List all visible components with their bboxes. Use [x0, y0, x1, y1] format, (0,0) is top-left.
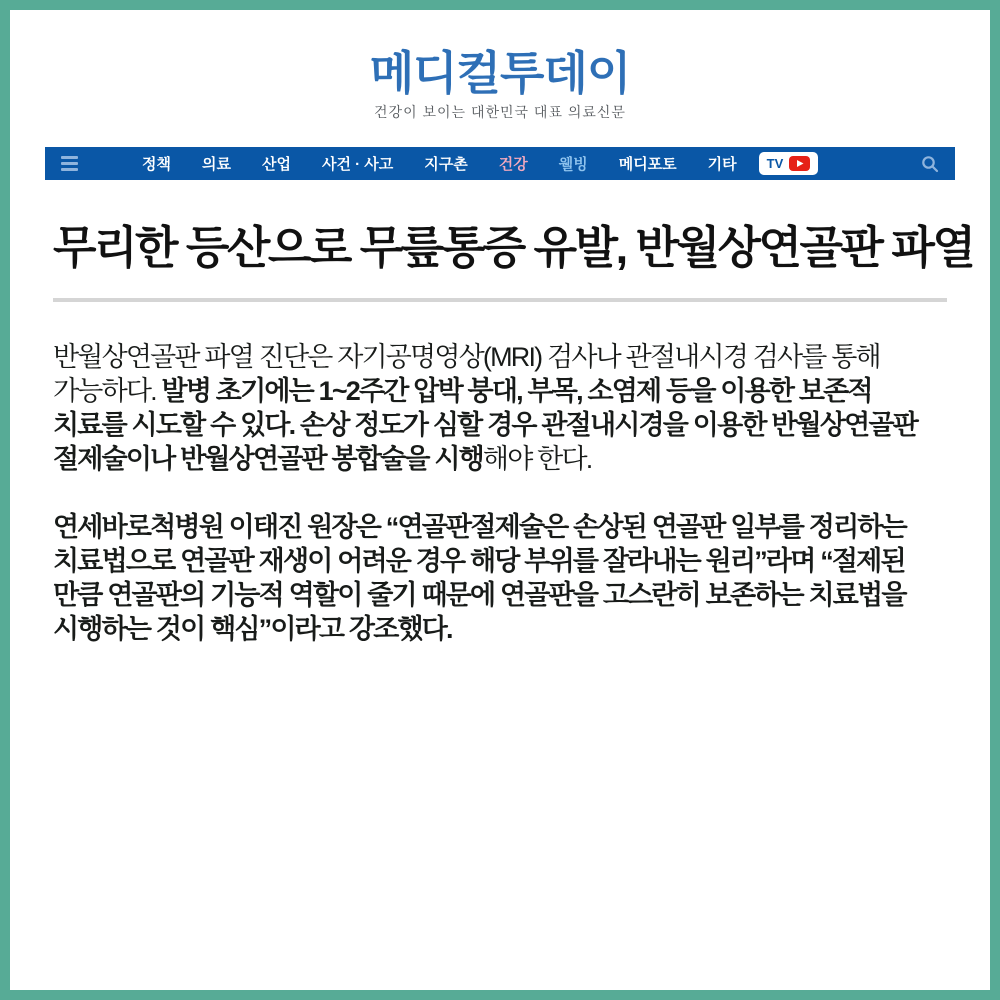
nav-item-wellbeing[interactable]: 웰빙 [558, 156, 588, 173]
youtube-icon [789, 156, 810, 171]
site-logo[interactable]: 메디컬투데이 [369, 47, 631, 99]
masthead [10, 10, 990, 122]
tv-label: TV [766, 156, 784, 171]
article-paragraph-1 [53, 340, 947, 476]
tv-button[interactable] [759, 152, 819, 175]
nav-item-policy[interactable]: 정책 [142, 156, 171, 173]
nav-item-medical[interactable]: 의료 [201, 156, 231, 173]
nav-items [142, 153, 737, 174]
article-paragraph-2 [53, 510, 947, 646]
nav-item-etc[interactable]: 기타 [707, 156, 737, 173]
paragraph-segment: 연세바로척병원 이태진 원장은 “연골판절제술은 손상된 연골판 일부를 정리하는 치료법으로 연골판 재생이 어려운 경우 해당 부위를 잘라내는 원리”라며 “절제된 만큼 연골판의 기능적 역할이 줄기 때문에 연골판을 고스란히 보존하는 치료법을 시행하는 것이 핵심”이라고 강조했다. [53, 511, 906, 644]
article [50, 222, 974, 646]
article-headline: 무리한 등산으로 무릎통증 유발, 반월상연골판 파열 [53, 222, 974, 273]
search-icon[interactable] [921, 155, 939, 173]
paragraph-segment: 해야 한다. [482, 443, 592, 474]
nav-item-incident[interactable]: 사건 · 사고 [321, 156, 394, 173]
main-nav [45, 147, 955, 180]
paragraph-segment: 반월상연골판 파열 진단은 자기공명영상(MRI) 검사나 관절내시경 검사를 통해 가능하다. [53, 341, 880, 406]
nav-item-health[interactable]: 건강 [498, 156, 528, 173]
nav-item-industry[interactable]: 산업 [261, 156, 291, 173]
paragraph-segment: 발병 초기에는 1~2주간 압박 붕대, 부목, 소염제 등을 이용한 보존적 치료를 시도할 수 있다. 손상 정도가 심할 경우 관절내시경을 이용한 반월상연골판 절제술이나 반월상연골판 봉합술을 시행 [53, 375, 918, 474]
nav-item-global[interactable]: 지구촌 [424, 156, 468, 173]
hamburger-menu-icon[interactable] [61, 156, 78, 171]
nav-item-mediphoto[interactable]: 메디포토 [618, 156, 677, 173]
site-tagline: 건강이 보이는 대한민국 대표 의료신문 [374, 104, 626, 120]
headline-divider [53, 298, 947, 302]
